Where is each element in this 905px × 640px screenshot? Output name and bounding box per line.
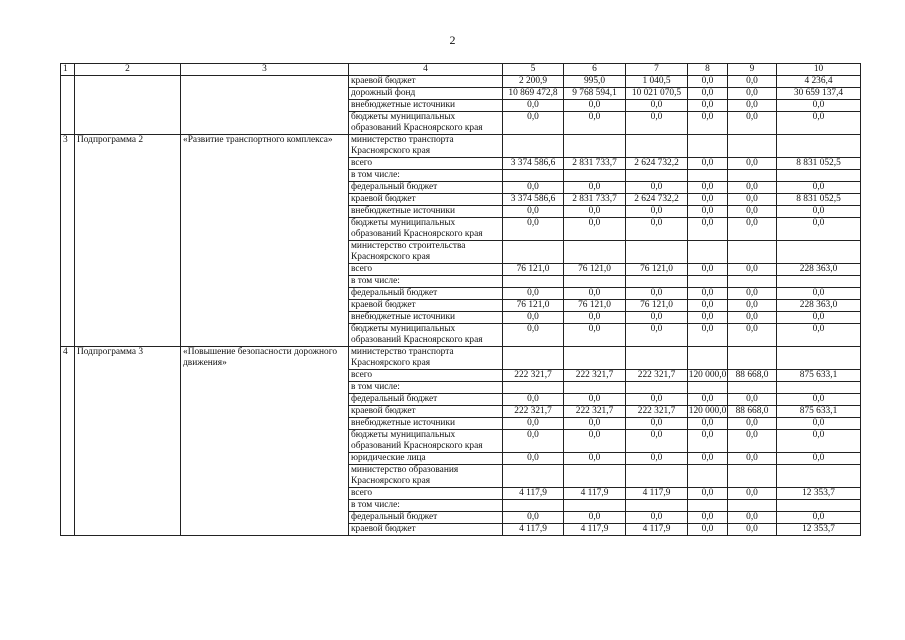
value-cell-col-8 — [688, 170, 728, 182]
value-cell-col-6 — [564, 382, 626, 394]
value-cell-col-5: 76 121,0 — [503, 300, 564, 312]
col-header-7: 7 — [626, 64, 688, 76]
value-cell-col-6: 0,0 — [564, 206, 626, 218]
value-cell-col-8: 0,0 — [688, 430, 728, 453]
value-cell-col-7: 2 624 732,2 — [626, 158, 688, 170]
value-cell-col-8: 0,0 — [688, 100, 728, 112]
value-cell-col-9: 0,0 — [728, 88, 777, 100]
funding-source-label: федеральный бюджет — [349, 182, 503, 194]
value-cell-col-10: 0,0 — [777, 394, 861, 406]
value-cell-col-5: 76 121,0 — [503, 264, 564, 276]
value-cell-col-5: 4 117,9 — [503, 488, 564, 500]
value-cell-col-10: 0,0 — [777, 206, 861, 218]
funding-source-label: краевой бюджет — [349, 300, 503, 312]
funding-source-label: краевой бюджет — [349, 194, 503, 206]
value-cell-col-8: 0,0 — [688, 453, 728, 465]
funding-source-label: в том числе: — [349, 276, 503, 288]
value-cell-col-9 — [728, 500, 777, 512]
value-cell-col-10: 875 633,1 — [777, 370, 861, 382]
value-cell-col-5: 222 321,7 — [503, 370, 564, 382]
value-cell-col-9 — [728, 465, 777, 488]
col-header-5: 5 — [503, 64, 564, 76]
value-cell-col-10: 8 831 052,5 — [777, 158, 861, 170]
value-cell-col-6: 0,0 — [564, 418, 626, 430]
funding-source-label: бюджеты муниципальных образований Красноярского края — [349, 324, 503, 347]
value-cell-col-5 — [503, 276, 564, 288]
value-cell-col-9 — [728, 241, 777, 264]
value-cell-col-8 — [688, 465, 728, 488]
value-cell-col-10: 875 633,1 — [777, 406, 861, 418]
value-cell-col-5: 0,0 — [503, 218, 564, 241]
table-row — [61, 135, 861, 158]
col-header-6: 6 — [564, 64, 626, 76]
value-cell-col-5: 0,0 — [503, 112, 564, 135]
value-cell-col-10: 8 831 052,5 — [777, 194, 861, 206]
funding-source-label: министерство образования Красноярского края — [349, 465, 503, 488]
value-cell-col-9: 0,0 — [728, 182, 777, 194]
value-cell-col-8: 0,0 — [688, 288, 728, 300]
value-cell-col-7: 76 121,0 — [626, 300, 688, 312]
value-cell-col-5: 0,0 — [503, 324, 564, 347]
value-cell-col-8: 120 000,0 — [688, 406, 727, 416]
value-cell-col-5 — [503, 382, 564, 394]
value-cell-col-10: 0,0 — [777, 418, 861, 430]
value-cell-col-6: 0,0 — [564, 182, 626, 194]
funding-source-label: бюджеты муниципальных образований Красноярского края — [349, 218, 503, 241]
value-cell-col-5: 0,0 — [503, 453, 564, 465]
value-cell-col-7: 4 117,9 — [626, 524, 688, 536]
value-cell-col-10: 0,0 — [777, 112, 861, 135]
value-cell-col-8: 120 000,0 — [688, 370, 727, 380]
header-row — [61, 64, 861, 76]
value-cell-col-5 — [503, 135, 564, 158]
funding-source-label: всего — [349, 370, 503, 382]
value-cell-col-7: 0,0 — [626, 312, 688, 324]
value-cell-col-5: 0,0 — [503, 394, 564, 406]
funding-source-label: краевой бюджет — [349, 76, 503, 88]
budget-table — [60, 63, 861, 536]
value-cell-col-10 — [777, 276, 861, 288]
value-cell-col-5: 0,0 — [503, 100, 564, 112]
value-cell-col-7: 1 040,5 — [626, 76, 688, 88]
value-cell-col-9: 0,0 — [728, 512, 777, 524]
value-cell-col-6: 76 121,0 — [564, 264, 626, 276]
value-cell-col-7: 0,0 — [626, 100, 688, 112]
value-cell-col-10 — [777, 465, 861, 488]
value-cell-col-10: 30 659 137,4 — [777, 88, 861, 100]
col-header-2: 2 — [75, 64, 181, 76]
value-cell-col-7: 10 021 070,5 — [626, 88, 688, 100]
funding-source-label: краевой бюджет — [349, 406, 503, 418]
value-cell-col-9: 0,0 — [728, 312, 777, 324]
col-header-1: 1 — [61, 64, 75, 76]
funding-source-label: министерство транспорта Красноярского края — [349, 347, 503, 370]
value-cell-col-7: 222 321,7 — [626, 406, 688, 418]
value-cell-col-8: 0,0 — [688, 300, 728, 312]
funding-source-label: юридические лица — [349, 453, 503, 465]
value-cell-col-7: 0,0 — [626, 418, 688, 430]
value-cell-col-8: 0,0 — [688, 264, 728, 276]
value-cell-col-10: 0,0 — [777, 324, 861, 347]
value-cell-col-10: 228 363,0 — [777, 264, 861, 276]
value-cell-col-5: 0,0 — [503, 418, 564, 430]
col-header-9: 9 — [728, 64, 777, 76]
value-cell-col-8: 0,0 — [688, 206, 728, 218]
value-cell-col-6: 0,0 — [564, 100, 626, 112]
value-cell-col-5: 3 374 586,6 — [503, 158, 564, 170]
funding-source-label: министерство транспорта Красноярского края — [349, 135, 503, 158]
value-cell-col-7: 0,0 — [626, 112, 688, 135]
value-cell-col-5 — [503, 241, 564, 264]
value-cell-col-8 — [688, 500, 728, 512]
value-cell-col-8: 0,0 — [688, 88, 728, 100]
funding-source-label: всего — [349, 158, 503, 170]
value-cell-col-5: 0,0 — [503, 288, 564, 300]
value-cell-col-10: 228 363,0 — [777, 300, 861, 312]
table-row — [61, 347, 861, 370]
value-cell-col-6: 9 768 594,1 — [564, 88, 626, 100]
value-cell-col-8 — [688, 276, 728, 288]
value-cell-col-8: 0,0 — [688, 394, 728, 406]
value-cell-col-10 — [777, 382, 861, 394]
value-cell-col-6: 2 831 733,7 — [564, 158, 626, 170]
value-cell-col-8: 0,0 — [688, 182, 728, 194]
value-cell-col-6 — [564, 170, 626, 182]
value-cell-col-6 — [564, 465, 626, 488]
value-cell-col-10 — [777, 135, 861, 158]
value-cell-col-6: 0,0 — [564, 430, 626, 453]
value-cell-col-6 — [564, 135, 626, 158]
funding-source-label: бюджеты муниципальных образований Красноярского края — [349, 430, 503, 453]
value-cell-col-5 — [503, 500, 564, 512]
value-cell-col-7: 0,0 — [626, 218, 688, 241]
value-cell-col-8: 0,0 — [688, 512, 728, 524]
value-cell-col-6: 2 831 733,7 — [564, 194, 626, 206]
value-cell-col-9 — [728, 135, 777, 158]
value-cell-col-9: 0,0 — [728, 76, 777, 88]
funding-source-label: внебюджетные источники — [349, 312, 503, 324]
value-cell-col-7 — [626, 347, 688, 370]
value-cell-col-5: 4 117,9 — [503, 524, 564, 536]
value-cell-col-9: 0,0 — [728, 430, 777, 453]
value-cell-col-8: 0,0 — [688, 324, 728, 347]
value-cell-col-5 — [503, 465, 564, 488]
value-cell-col-10: 0,0 — [777, 453, 861, 465]
value-cell-col-8: 0,0 — [688, 76, 728, 88]
value-cell-col-7: 222 321,7 — [626, 370, 688, 382]
funding-source-label: внебюджетные источники — [349, 100, 503, 112]
value-cell-col-9 — [728, 276, 777, 288]
value-cell-col-8: 0,0 — [688, 488, 728, 500]
value-cell-col-6: 0,0 — [564, 324, 626, 347]
value-cell-col-6: 222 321,7 — [564, 406, 626, 418]
program-number: 3 — [61, 135, 75, 347]
value-cell-col-6: 0,0 — [564, 218, 626, 241]
value-cell-col-9: 0,0 — [728, 206, 777, 218]
value-cell-col-5: 222 321,7 — [503, 406, 564, 418]
value-cell-col-8: 0,0 — [688, 312, 728, 324]
value-cell-col-6: 4 117,9 — [564, 524, 626, 536]
value-cell-col-6: 222 321,7 — [564, 370, 626, 382]
program-title: «Развитие транспортного комплекса» — [181, 135, 349, 347]
value-cell-col-5 — [503, 170, 564, 182]
value-cell-col-7: 2 624 732,2 — [626, 194, 688, 206]
value-cell-col-9: 0,0 — [728, 488, 777, 500]
funding-source-label: министерство строительства Красноярского края — [349, 241, 503, 264]
value-cell-col-6: 0,0 — [564, 512, 626, 524]
program-name — [75, 76, 181, 135]
col-header-10: 10 — [777, 64, 861, 76]
funding-source-label: краевой бюджет — [349, 524, 503, 536]
value-cell-col-6: 995,0 — [564, 76, 626, 88]
value-cell-col-9 — [728, 382, 777, 394]
value-cell-col-6 — [564, 347, 626, 370]
value-cell-col-8: 0,0 — [688, 158, 728, 170]
value-cell-col-8: 0,0 — [688, 418, 728, 430]
funding-source-label: в том числе: — [349, 382, 503, 394]
value-cell-col-9: 0,0 — [728, 300, 777, 312]
value-cell-col-7 — [626, 465, 688, 488]
value-cell-col-9 — [728, 347, 777, 370]
funding-source-label: всего — [349, 264, 503, 276]
value-cell-col-7 — [626, 135, 688, 158]
value-cell-col-9: 88 668,0 — [728, 406, 777, 418]
value-cell-col-7: 0,0 — [626, 206, 688, 218]
funding-source-label: федеральный бюджет — [349, 288, 503, 300]
value-cell-col-6: 0,0 — [564, 453, 626, 465]
value-cell-col-9: 0,0 — [728, 418, 777, 430]
value-cell-col-9: 0,0 — [728, 324, 777, 347]
value-cell-col-10: 0,0 — [777, 430, 861, 453]
program-number — [61, 76, 75, 135]
value-cell-col-5: 0,0 — [503, 512, 564, 524]
value-cell-col-8 — [688, 347, 728, 370]
value-cell-col-7: 0,0 — [626, 182, 688, 194]
value-cell-col-7: 0,0 — [626, 512, 688, 524]
funding-source-label: в том числе: — [349, 500, 503, 512]
program-number: 4 — [61, 347, 75, 536]
value-cell-col-5 — [503, 347, 564, 370]
value-cell-col-7 — [626, 500, 688, 512]
value-cell-col-8: 0,0 — [688, 218, 728, 241]
value-cell-col-9: 0,0 — [728, 288, 777, 300]
value-cell-col-6 — [564, 500, 626, 512]
value-cell-col-9: 0,0 — [728, 194, 777, 206]
value-cell-col-6: 0,0 — [564, 394, 626, 406]
value-cell-col-6: 0,0 — [564, 288, 626, 300]
value-cell-col-10: 0,0 — [777, 312, 861, 324]
value-cell-col-7: 0,0 — [626, 288, 688, 300]
funding-source-label: федеральный бюджет — [349, 512, 503, 524]
value-cell-col-9: 0,0 — [728, 453, 777, 465]
value-cell-col-6: 0,0 — [564, 112, 626, 135]
value-cell-col-7 — [626, 382, 688, 394]
funding-source-label: в том числе: — [349, 170, 503, 182]
value-cell-col-7: 4 117,9 — [626, 488, 688, 500]
value-cell-col-7 — [626, 170, 688, 182]
value-cell-col-6: 76 121,0 — [564, 300, 626, 312]
value-cell-col-7: 0,0 — [626, 394, 688, 406]
value-cell-col-10: 0,0 — [777, 100, 861, 112]
value-cell-col-8 — [688, 382, 728, 394]
value-cell-col-10: 4 236,4 — [777, 76, 861, 88]
funding-source-label: всего — [349, 488, 503, 500]
value-cell-col-10: 0,0 — [777, 218, 861, 241]
value-cell-col-7: 0,0 — [626, 453, 688, 465]
value-cell-col-8: 0,0 — [688, 524, 728, 536]
value-cell-col-7 — [626, 241, 688, 264]
funding-source-label: внебюджетные источники — [349, 206, 503, 218]
value-cell-col-6: 0,0 — [564, 312, 626, 324]
value-cell-col-5: 0,0 — [503, 430, 564, 453]
program-name: Подпрограмма 2 — [75, 135, 181, 347]
value-cell-col-10: 0,0 — [777, 288, 861, 300]
value-cell-col-6: 4 117,9 — [564, 488, 626, 500]
value-cell-col-6 — [564, 276, 626, 288]
program-title: «Повышение безопасности дорожного движения» — [181, 347, 349, 536]
value-cell-col-7: 76 121,0 — [626, 264, 688, 276]
value-cell-col-5: 0,0 — [503, 312, 564, 324]
program-name: Подпрограмма 3 — [75, 347, 181, 536]
value-cell-col-10: 12 353,7 — [777, 524, 861, 536]
value-cell-col-9: 88 668,0 — [728, 370, 777, 382]
page-number: 2 — [449, 33, 456, 47]
value-cell-col-7 — [626, 276, 688, 288]
value-cell-col-10: 12 353,7 — [777, 488, 861, 500]
value-cell-col-7: 0,0 — [626, 430, 688, 453]
value-cell-col-9: 0,0 — [728, 218, 777, 241]
program-title — [181, 76, 349, 135]
value-cell-col-10 — [777, 170, 861, 182]
value-cell-col-8: 0,0 — [688, 194, 728, 206]
funding-source-label: федеральный бюджет — [349, 394, 503, 406]
value-cell-col-7: 0,0 — [626, 324, 688, 347]
funding-source-label: бюджеты муниципальных образований Красноярского края — [349, 112, 503, 135]
col-header-3: 3 — [181, 64, 349, 76]
value-cell-col-10: 0,0 — [777, 182, 861, 194]
value-cell-col-9: 0,0 — [728, 524, 777, 536]
col-header-8: 8 — [688, 64, 728, 76]
funding-source-label: дорожный фонд — [349, 88, 503, 100]
value-cell-col-9: 0,0 — [728, 158, 777, 170]
value-cell-col-8: 0,0 — [688, 112, 728, 135]
col-header-4: 4 — [349, 64, 503, 76]
value-cell-col-10 — [777, 347, 861, 370]
value-cell-col-9: 0,0 — [728, 112, 777, 135]
value-cell-col-9: 0,0 — [728, 264, 777, 276]
value-cell-col-5: 0,0 — [503, 182, 564, 194]
value-cell-col-6 — [564, 241, 626, 264]
funding-source-label: внебюджетные источники — [349, 418, 503, 430]
value-cell-col-9 — [728, 170, 777, 182]
value-cell-col-8 — [688, 241, 728, 264]
value-cell-col-9: 0,0 — [728, 394, 777, 406]
value-cell-col-10 — [777, 500, 861, 512]
value-cell-col-5: 3 374 586,6 — [503, 194, 564, 206]
value-cell-col-5: 2 200,9 — [503, 76, 564, 88]
table-row — [61, 76, 861, 88]
value-cell-col-10 — [777, 241, 861, 264]
value-cell-col-10: 0,0 — [777, 512, 861, 524]
value-cell-col-8 — [688, 135, 728, 158]
value-cell-col-5: 10 869 472,8 — [503, 88, 564, 100]
value-cell-col-5: 0,0 — [503, 206, 564, 218]
value-cell-col-9: 0,0 — [728, 100, 777, 112]
